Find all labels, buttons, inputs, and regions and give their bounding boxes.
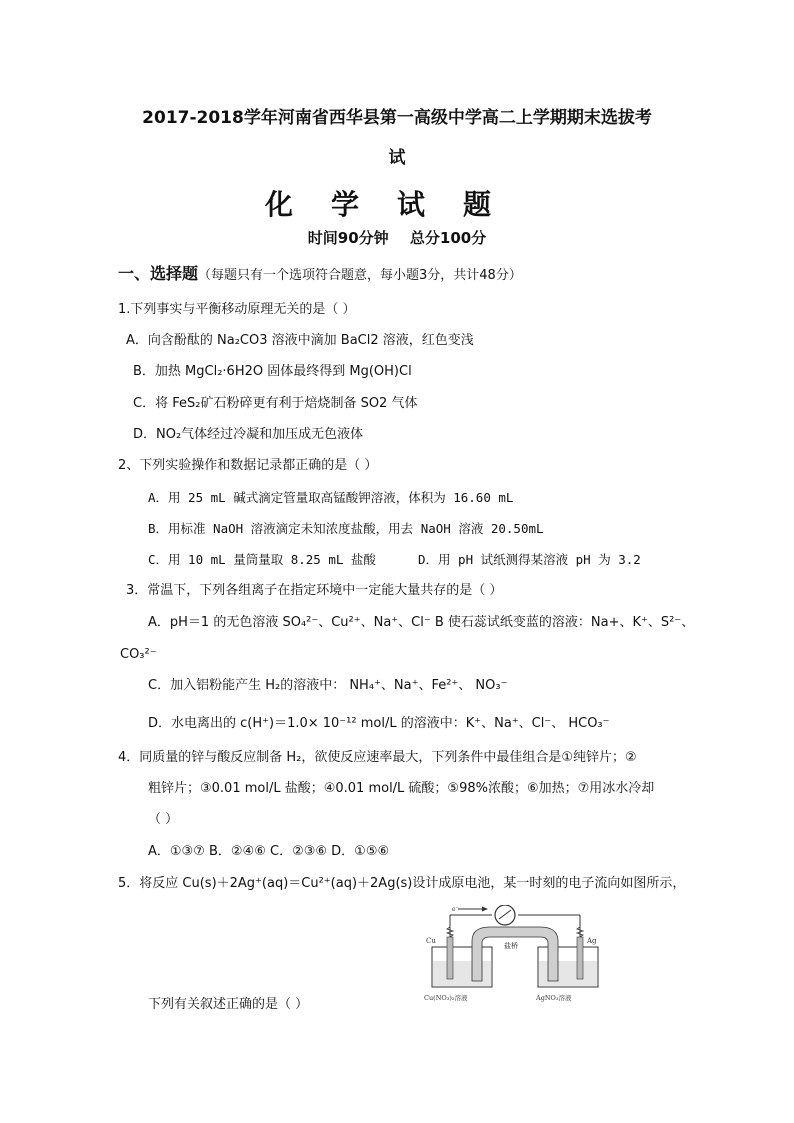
q2-option-b: B．用标准 NaOH 溶液滴定未知浓度盐酸，用去 NaOH 溶液 20.50mL xyxy=(148,521,544,536)
section-title: 一、选择题 xyxy=(118,264,199,283)
exam-info xyxy=(0,227,794,248)
section-heading xyxy=(118,264,522,286)
electron-arrowhead xyxy=(482,907,488,912)
ag-electrode xyxy=(577,937,583,979)
q5-stem: 5．将反应 Cu(s)＋2Ag⁺(aq)＝Cu²⁺(aq)＋2Ag(s)设计成原电池，某一时刻的电子流向如图所示， xyxy=(118,876,686,891)
salt-bridge-label: 盐桥 xyxy=(504,942,518,950)
galvanic-cell-diagram xyxy=(420,905,610,1005)
q3-option-d: D．水电离出的 c(H⁺)＝1.0× 10⁻¹² mol/L 的溶液中：K⁺、Na⁺、Cl⁻、 HCO₃⁻ xyxy=(148,716,610,731)
q2-option-a: A．用 25 mL 碱式滴定管量取高锰酸钾溶液，体积为 16.60 mL xyxy=(148,490,514,505)
galvanic-cell-figure xyxy=(420,905,610,1005)
exam-time: 时间90分钟 xyxy=(307,229,389,247)
cu-electrode-label: Cu xyxy=(426,937,436,945)
section-note: （每题只有一个选项符合题意，每小题3分，共计48分） xyxy=(198,268,522,283)
q1-stem: 1.下列事实与平衡移动原理无关的是（ ） xyxy=(118,302,356,317)
electron-label: e⁻ xyxy=(452,906,459,913)
q4-stem: 4．同质量的锌与酸反应制备 H₂，欲使反应速率最大，下列条件中最佳组合是①纯锌片；② xyxy=(118,750,637,765)
q1-option-c: C．将 FeS₂矿石粉碎更有利于焙烧制备 SO2 气体 xyxy=(133,396,418,411)
q3-option-a: A．pH＝1 的无色溶液 SO₄²⁻、Cu²⁺、Na⁺、Cl⁻ B 使石蕊试纸变蓝的溶液：Na+、K⁺、S²⁻、 xyxy=(148,615,695,630)
q1-option-d: D．NO₂气体经过冷凝和加压成无色液体 xyxy=(133,427,364,442)
q3-stem: 3．常温下，下列各组离子在指定环境中一定能大量共存的是（ ） xyxy=(126,583,503,598)
right-solution-label: AgNO₃溶液 xyxy=(536,994,572,1002)
exam-total-score: 总分100分 xyxy=(409,229,487,247)
q3-option-a-cont: CO₃²⁻ xyxy=(120,647,157,662)
q3-option-c: C．加入铝粉能产生 H₂的溶液中： NH₄⁺、Na⁺、Fe²⁺、 NO₃⁻ xyxy=(148,678,508,693)
q4-stem-line2: 粗锌片；③0.01 mol/L 盐酸；④0.01 mol/L 硫酸；⑤98%浓酸；⑥加热；⑦用冰水冷却 xyxy=(148,781,655,796)
exam-title-line2: 试 xyxy=(388,148,406,168)
q1-option-b: B．加热 MgCl₂·6H2O 固体最终得到 Mg(OH)Cl xyxy=(133,364,412,379)
left-solution-label: Cu(NO₃)₂溶液 xyxy=(424,994,468,1002)
q4-options: A．①③⑦ B．②④⑥ C．②③⑥ D．①⑤⑥ xyxy=(148,844,390,859)
q2-option-d: D．用 pH 试纸测得某溶液 pH 为 3.2 xyxy=(418,552,641,567)
q5-stem-line2: 下列有关叙述正确的是（ ） xyxy=(148,997,309,1012)
cu-electrode xyxy=(447,937,453,979)
q4-stem-line3: （ ） xyxy=(148,812,179,827)
subject-title: 化学试题 xyxy=(264,188,529,221)
q2-option-c: C．用 10 mL 量筒量取 8.25 mL 盐酸 xyxy=(148,552,376,567)
exam-title-line1: 2017-2018学年河南省西华县第一高级中学高二上学期期末选拔考 xyxy=(142,108,652,128)
ag-electrode-label: Ag xyxy=(587,937,597,945)
q1-option-a: A．向含酚酞的 Na₂CO3 溶液中滴加 BaCl2 溶液，红色变浅 xyxy=(126,333,474,348)
q2-stem: 2、下列实验操作和数据记录都正确的是（ ） xyxy=(118,458,378,473)
